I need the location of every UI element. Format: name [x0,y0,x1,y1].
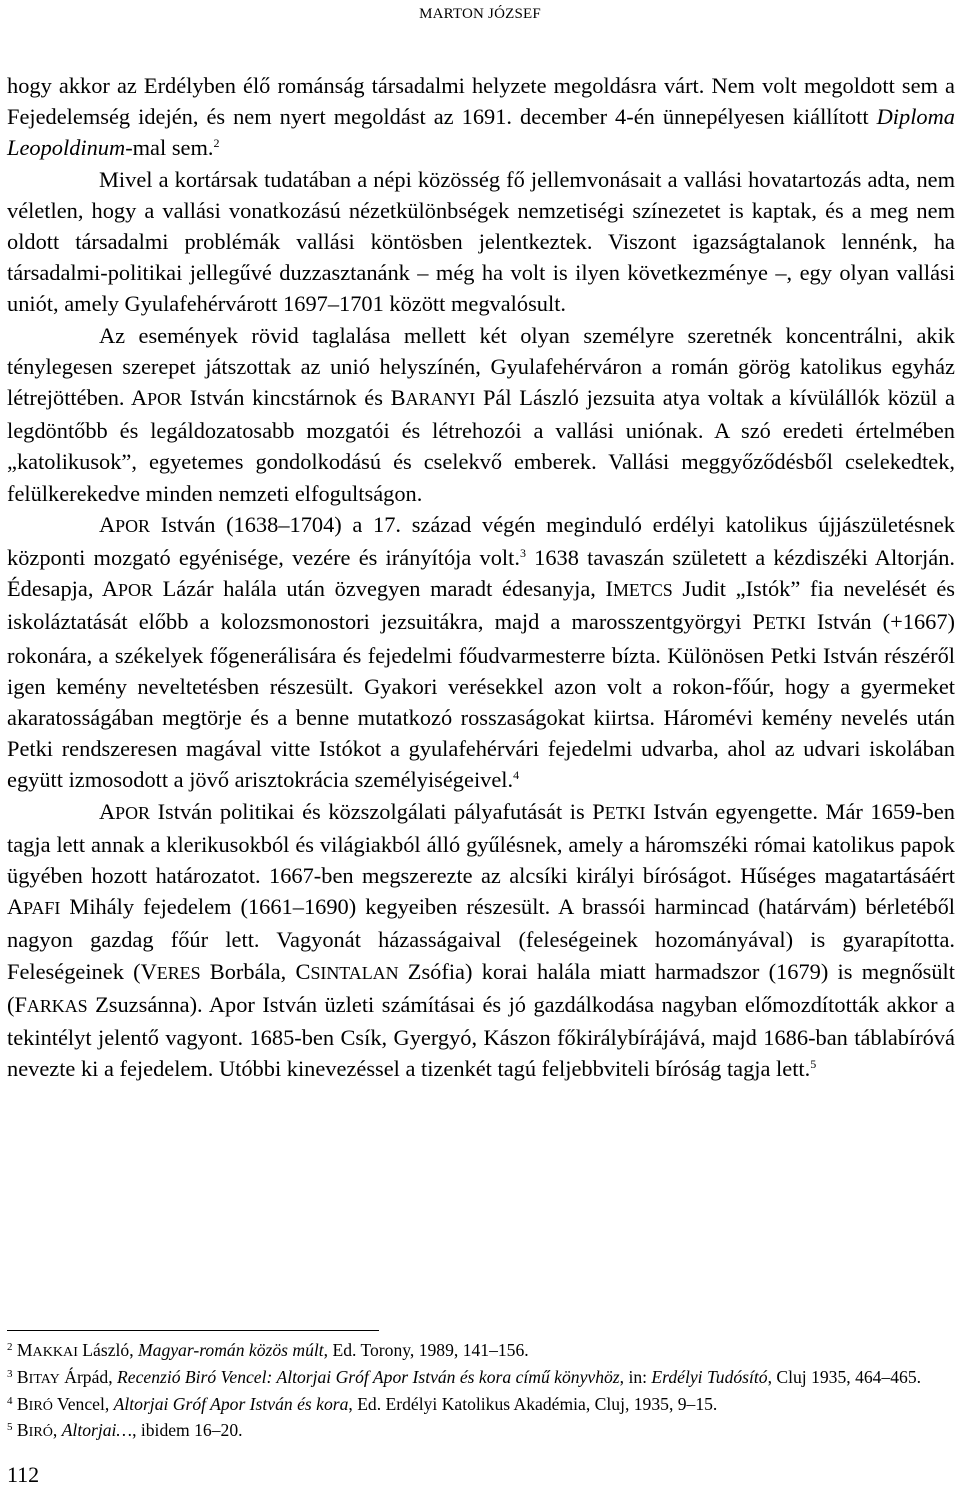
running-header: MARTON JÓZSEF [419,6,541,22]
text-run: POR [118,580,153,601]
text-run: POR [147,389,182,410]
text-run: Zsuzsánna). Apor István üzleti számításai és jó gazdálkodása nagyban előmozdították akkor a tekintélyt jelentő vagyont. 1685-ben Csík, Gyergyó, Kászon főkirálybírájává, majd 1686-ban táblabíróvá nevezte ki a fejedelem. Utóbbi kinevezéssel a tizenkét tagú feljebbviteli bíróság tagja lett. [7,991,955,1082]
italic-text: Diploma Leopoldinum [7,104,955,161]
text-run: IRÓ [28,1424,53,1441]
text-run: , [52,1420,62,1441]
paragraph [7,164,955,320]
text-run: István egyengette. Már 1659-ben tagja lett annak a klerikusokból és világiakból álló gyűlésnek, amely a háromszéki római katolikus papok ügyében hozott határozatot. 1667-ben megszerezte az alcsíki királyi bíróságot. Hűséges magatartásáért A [7,798,955,920]
footnote [7,1338,955,1365]
footnotes [7,1338,955,1445]
footnote-ref: 5 [7,1421,13,1434]
text-run: B [12,1366,29,1387]
italic-text: Magyar-román közös múlt [138,1340,324,1360]
footnote-ref: 2 [7,1341,13,1353]
text-run: PAFI [23,898,61,919]
italic-text: Recenzió Biró Vencel: Altorjai Gróf Apor István és kora című könyvhöz [117,1366,620,1387]
footnote-ref: 4 [513,768,520,783]
footnote-ref: 3 [519,546,526,561]
text-run: , in: [619,1366,652,1387]
text-run: SINTALAN [310,962,399,983]
page-number: 112 [7,1462,40,1487]
paragraph [7,320,955,509]
italic-text: Altorjai… [61,1420,133,1441]
body-text [7,70,955,1085]
text-run: Mivel a kortársak tudatában a népi közösség fő jellemvonásait a vallási hovatartozás adta, nem véletlen, hogy a vallási vonatkozású nézetkülönbségek nemzetiségi színezetet is kaptak, és a meg nem oldott társadalmi problémák vallási köntösben jelentkeztek. Viszont igazságtalanok lennénk, ha társadalmi-politikai jellegűvé duzzasztanánk – még ha volt is ilyen következménye –, egy olyan vallási uniót, amely Gyulafehérvárott 1697–1701 között megvalósult. [7,166,955,317]
text-run: hogy akkor az Erdélyben élő románság társadalmi helyzete megoldásra várt. Nem volt megoldott sem a Fejedelemség idején, és nem nyert megoldást az 1691. december 4-én ünnepélyesen kiállított [7,73,955,130]
text-run: M [12,1340,33,1360]
text-run: , Cluj 1935, 464–465. [767,1366,922,1387]
paragraph [7,796,955,1085]
text-run: Mihály fejedelem (1661–1690) kegyeiben részesült. A brassói harmincad (határvám) bérletéből nagyon gazdag főúr lett. Vagyonát házasságaival (feleségeinek hozományával) is gyarapította. Feleségeinek (V [7,894,955,984]
paragraph [7,70,955,164]
text-run: POR [115,515,151,536]
text-run: , Ed. Erdélyi Katolikus Akadémia, Cluj, 1935, 9–15. [348,1393,718,1414]
text-run: Lázár halála után özvegyen maradt édesanyja, I [152,576,614,602]
text-run: ETKI [764,613,806,634]
footnote-ref: 3 [7,1367,13,1380]
text-run: István kincstárnok és B [181,385,406,411]
text-run: István politikai és közszolgálati pályafutását is P [150,798,605,824]
text-run: ARANYI [405,389,476,410]
text-run: A [99,798,116,824]
text-run: ITAY [28,1370,60,1387]
text-run: IRÓ [28,1397,53,1414]
text-run: István (+1667) rokonára, a székelyek főgenerálisára és fejedelmi főudvarmesterre bízta. Különösen Petki István részéről igen kemény neveltetésben részesült. Gyakori verésekkel azon volt a rokon-főúr, hogy a gyermeket akaratosságában megtörje és a benne mutatkozó rosszaságokat kiirtsa. Háromévi kemény nevelés után Petki rendszeresen magával vitte Istókot a gyulafehérvári fejedelmi udvarba, ahol az udvari iskolában együtt izmosodott a jövő arisztokrácia személyiségeivel. [7,609,955,793]
text-run: A [99,511,116,537]
text-run: -mal sem. [125,135,214,161]
text-run: Árpád, [59,1366,118,1387]
text-run: Zsófia) korai halála miatt harmadszor (1679) is megnősült (F [7,958,956,1017]
footnote-separator [7,1330,379,1331]
footnote [7,1392,955,1419]
footnote-ref: 2 [213,136,220,151]
footnote [7,1365,955,1392]
text-run: , Ed. Torony, 1989, 141–156. [323,1340,529,1360]
text-run: Borbála, C [200,958,311,984]
text-run: POR [115,802,151,823]
footnote [7,1418,955,1445]
italic-text: Altorjai Gróf Apor István és kora [113,1393,349,1414]
text-run: B [12,1420,29,1441]
text-run: István (1638–1704) a 17. század végén meginduló erdélyi katolikus újjászületésnek központi mozgató egyénisége, vezére és irányítója volt. [7,511,955,571]
text-run: Vencel, [52,1393,114,1414]
footnote-ref: 4 [7,1394,13,1407]
text-run: 1638 tavaszán született a kézdiszéki Altorján. Édesapja, A [7,545,955,602]
text-run: László, [77,1340,138,1360]
text-run: Az események rövid taglalása mellett két olyan személyre szeretnék koncentrálni, akik ténylegesen szerepet játszottak az unió helyszínén, Gyulafehérváron a román görög katolikus egyház létrejöttében. A [7,322,955,411]
italic-text: Erdélyi Tudósító [651,1366,768,1387]
text-run: ETKI [604,802,646,823]
footnote-ref: 5 [810,1057,817,1072]
text-run: ARKAS [26,995,88,1016]
text-run: ERES [156,962,201,983]
text-run: AKKAI [32,1344,78,1360]
text-run: Judit „Istók” fia nevelését és iskoláztatását előbb a kolozsmonostori jezsuitákra, majd a marosszentgyörgyi P [7,576,955,635]
paragraph [7,509,955,796]
text-run: , ibidem 16–20. [132,1420,243,1441]
text-run: Pál László jezsuita atya voltak a kívülállók közül a legdöntőbb és legáldozatosabb mozgatói és létrehozói a vallási uniónak. A szó eredeti értelmében „katolikusok”, egyetemes gondolkodású és cselekvő emberek. Vallási meggyőződésből cselekedtek, felülkerekedve minden nemzeti elfogultságon. [7,385,955,506]
text-run: METCS [613,580,673,601]
text-run: B [12,1393,29,1414]
